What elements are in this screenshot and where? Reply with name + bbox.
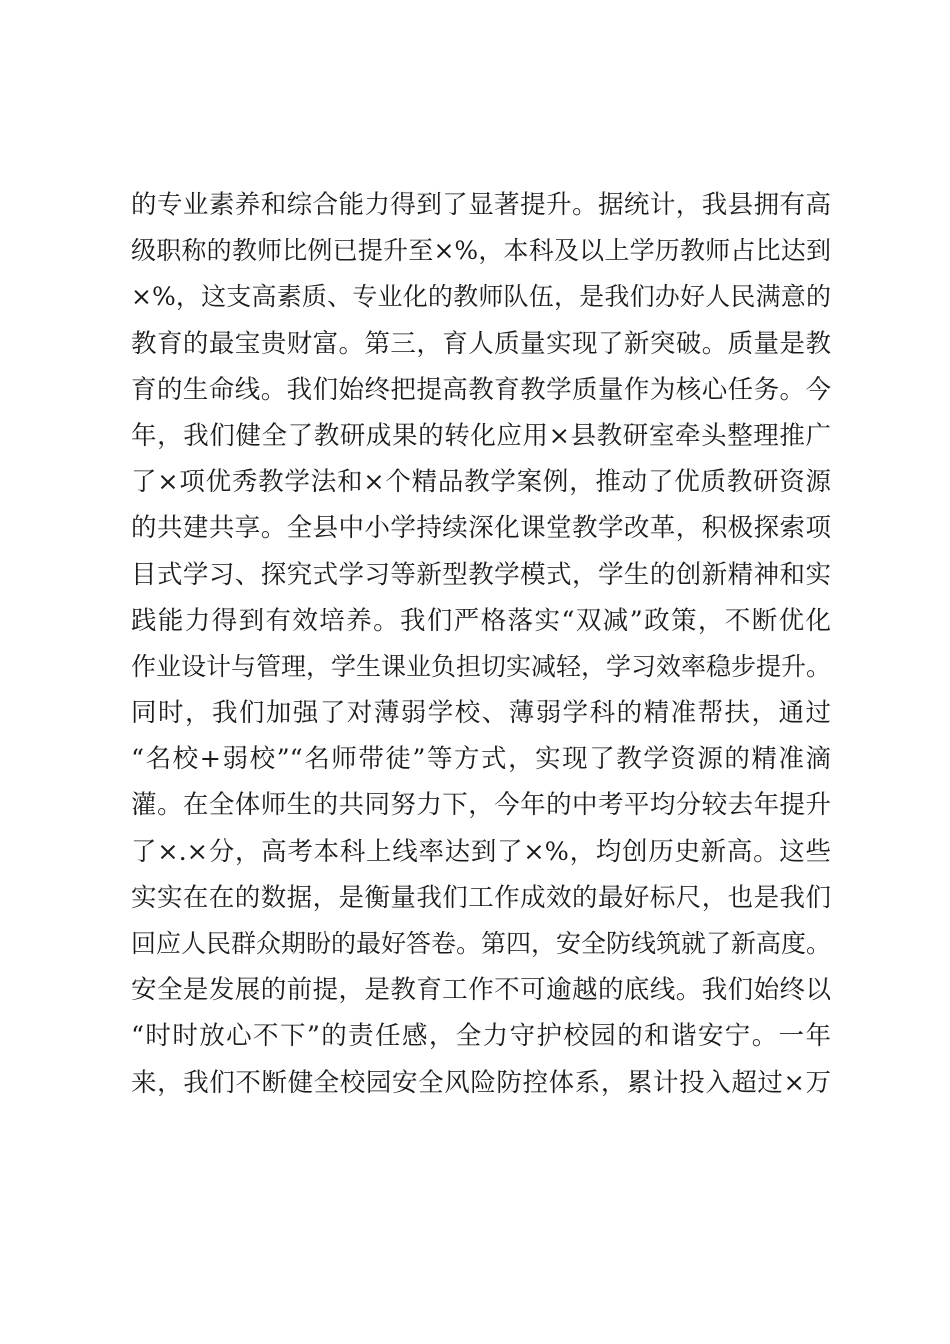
text-line: 了×.×分，高考本科上线率达到了×%，均创历史新高。这些 [131,836,831,867]
text-line: 育的生命线。我们始终把提高教育教学质量作为核心任务。今 [131,374,831,405]
text-line: “名校+弱校”“名师带徒”等方式，实现了教学资源的精准滴 [131,744,831,775]
text-line: ×%，这支高素质、专业化的教师队伍，是我们办好人民满意的 [131,282,831,312]
text-line: 的专业素养和综合能力得到了显著提升。据统计，我县拥有高 [131,190,831,220]
text-line: 灌。在全体师生的共同努力下，今年的中考平均分较去年提升 [131,790,831,821]
text-line: 实实在在的数据，是衡量我们工作成效的最好标尺，也是我们 [131,882,831,913]
text-line: 年，我们健全了教研成果的转化应用×县教研室牵头整理推广 [131,420,831,451]
text-line: 践能力得到有效培养。我们严格落实“双减”政策，不断优化 [131,605,831,636]
text-line: 同时，我们加强了对薄弱学校、薄弱学科的精准帮扶，通过 [131,698,831,729]
text-line: 来，我们不断健全校园安全风险防控体系，累计投入超过×万 [131,1067,831,1098]
text-line: 目式学习、探究式学习等新型教学模式，学生的创新精神和实 [131,559,831,590]
text-line: 安全是发展的前提，是教育工作不可逾越的底线。我们始终以 [131,975,831,1006]
text-line: 教育的最宝贵财富。第三，育人质量实现了新突破。质量是教 [131,328,831,359]
text-line: 了×项优秀教学法和×个精品教学案例，推动了优质教研资源 [131,467,831,498]
text-line: 级职称的教师比例已提升至×%，本科及以上学历教师占比达到 [131,236,831,266]
body-text [131,182,831,1106]
text-line: 回应人民群众期盼的最好答卷。第四，安全防线筑就了新高度。 [131,929,832,958]
text-line: 的共建共享。全县中小学持续深化课堂教学改革，积极探索项 [131,513,831,544]
text-line: 作业设计与管理，学生课业负担切实减轻，学习效率稳步提升。 [131,651,832,681]
text-line: “时时放心不下”的责任感，全力守护校园的和谐安宁。一年 [131,1021,831,1052]
